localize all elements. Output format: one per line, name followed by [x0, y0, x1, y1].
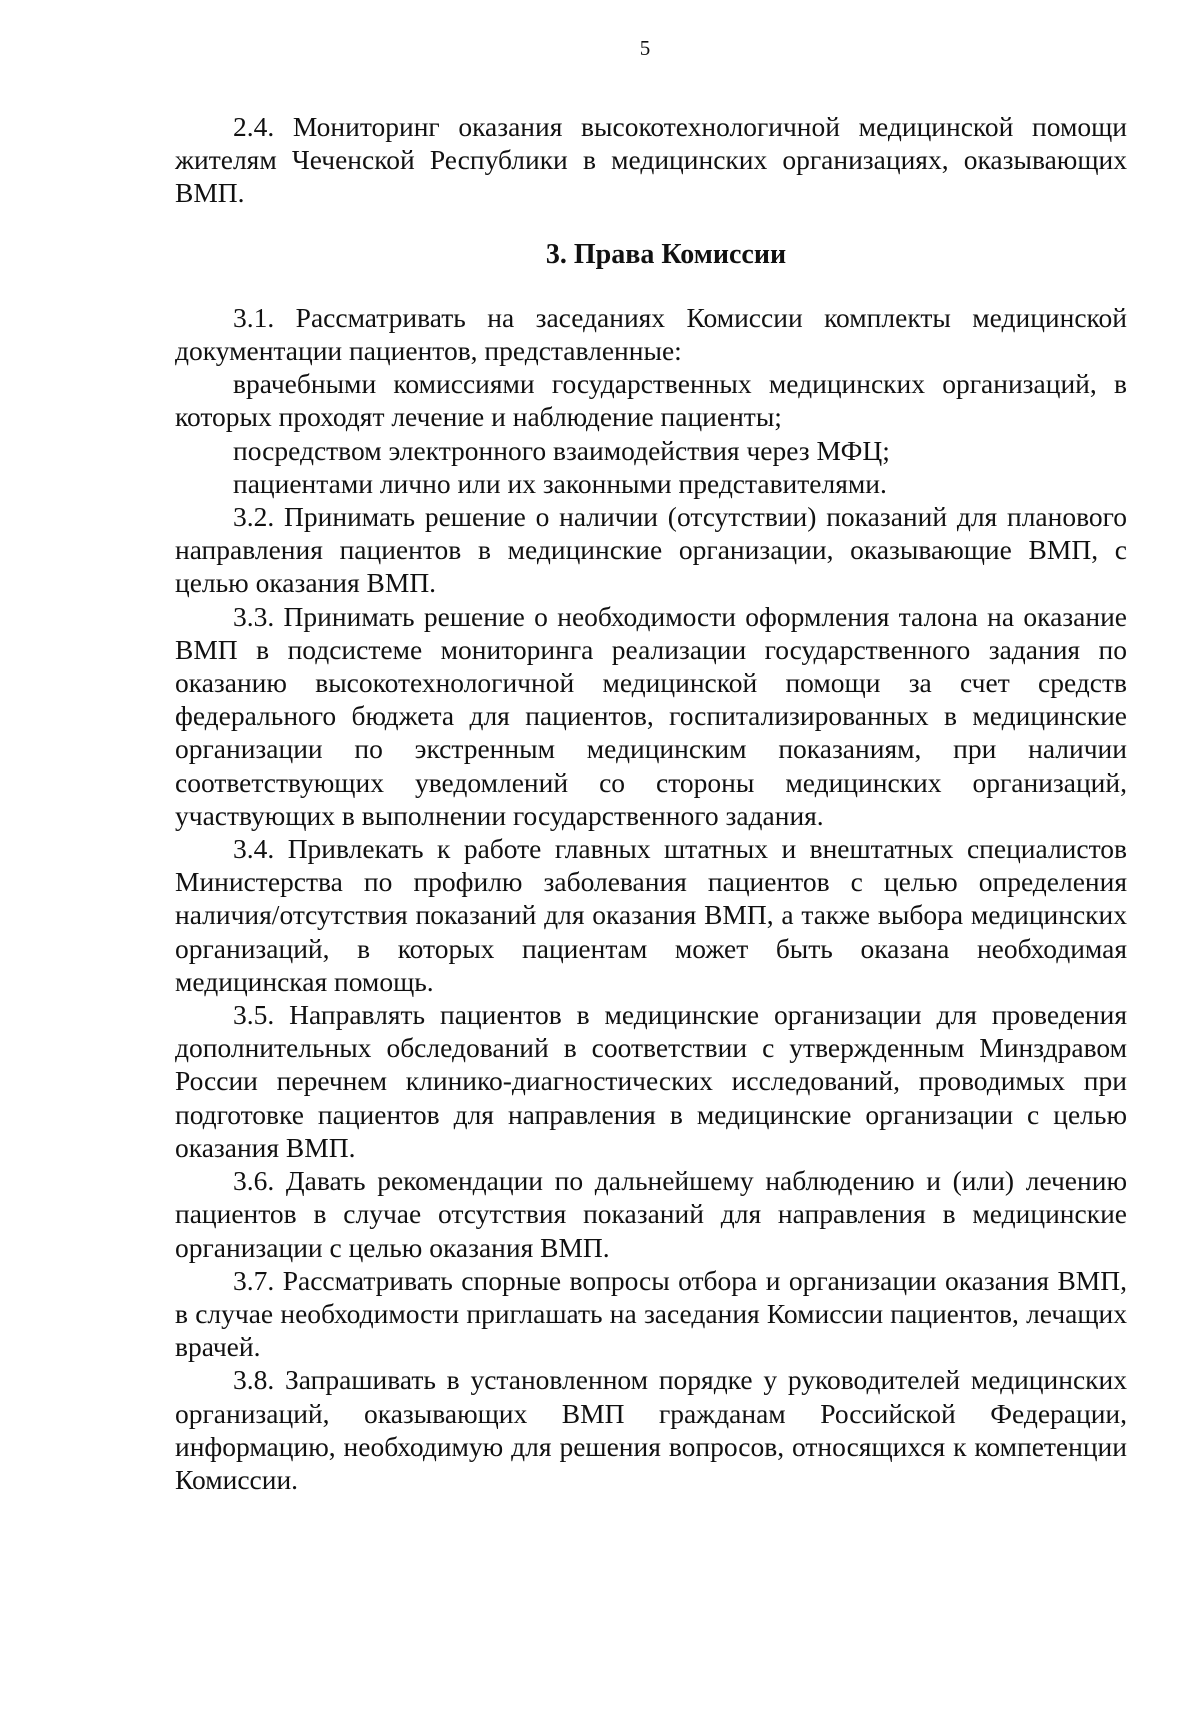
paragraph-3-6: 3.6. Давать рекомендации по дальнейшему наблюдению и (или) лечению пациентов в случае отсутствия показаний для направления в медицинские организации с целью оказания ВМП. [175, 1165, 1127, 1263]
paragraph-2-4: 2.4. Мониторинг оказания высокотехнологичной медицинской помощи жителям Чеченской Республики в медицинских организациях, оказывающих ВМП. [175, 111, 1127, 209]
paragraph-3-1: 3.1. Рассматривать на заседаниях Комиссии комплекты медицинской документации пациентов, представленные: [175, 301, 1127, 367]
document-body [175, 110, 1127, 1496]
paragraph-3-3: 3.3. Принимать решение о необходимости оформления талона на оказание ВМП в подсистеме мониторинга реализации государственного задания по оказанию высокотехнологичной медицинской помощи за счет средств федерального бюджета для пациентов, госпитализированных в медицинские организации по экстренным медицинским показаниям, при наличии соответствующих уведомлений со стороны медицинских организаций, участвующих в выполнении государственного задания. [175, 600, 1127, 831]
paragraph-3-1-item-1: врачебными комиссиями государственных медицинских организаций, в которых проходят лечение и наблюдение пациенты; [175, 368, 1127, 433]
paragraph-3-1-item-3: пациентами лично или их законными представителями. [233, 467, 887, 499]
section-heading: 3. Права Комиссии [545, 238, 787, 270]
paragraph-3-1-item-2: посредством электронного взаимодействия через МФЦ; [233, 434, 890, 466]
paragraph-3-5: 3.5. Направлять пациентов в медицинские организации для проведения дополнительных обследований в соответствии с утвержденным Минздравом России перечнем клинико-диагностических исследований, проводимых при подготовке пациентов для направления в медицинские организации с целью оказания ВМП. [175, 999, 1127, 1163]
paragraph-3-7: 3.7. Рассматривать спорные вопросы отбора и организации оказания ВМП, в случае необходимости приглашать на заседания Комиссии пациентов, лечащих врачей. [175, 1264, 1127, 1363]
paragraph-3-4: 3.4. Привлекать к работе главных штатных и внештатных специалистов Министерства по профилю заболевания пациентов с целью определения наличия/отсутствия показаний для оказания ВМП, а также выбора медицинских организаций, в которых пациентам может быть оказана необходимая медицинская помощь. [175, 833, 1127, 997]
paragraph-3-2: 3.2. Принимать решение о наличии (отсутствии) показаний для планового направления пациентов в медицинские организации, оказывающие ВМП, с целью оказания ВМП. [175, 501, 1127, 599]
paragraph-3-8: 3.8. Запрашивать в установленном порядке у руководителей медицинских организаций, оказывающих ВМП гражданам Российской Федерации, информацию, необходимую для решения вопросов, относящихся к компетенции Комиссии. [175, 1364, 1127, 1495]
page-number: 5 [639, 36, 651, 60]
